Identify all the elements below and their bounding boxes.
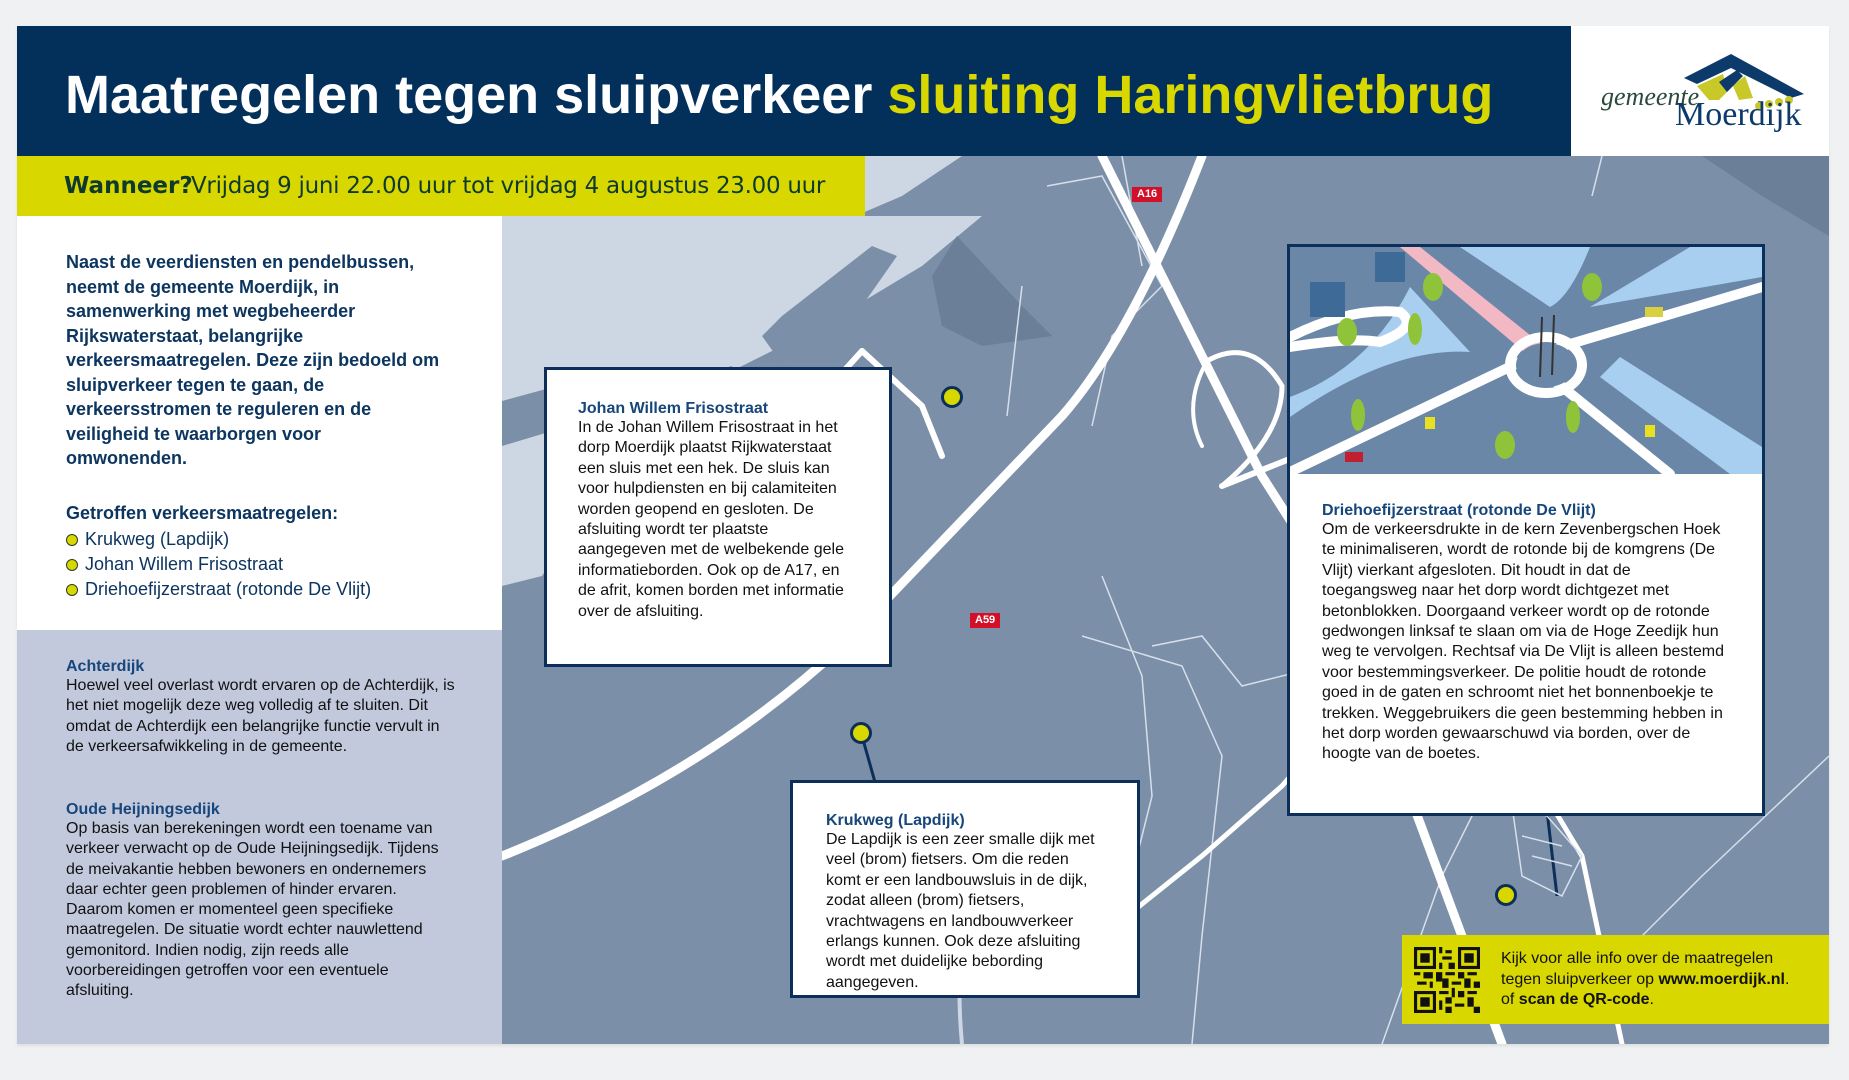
logo-moerdijk: Moerdijk [1675, 96, 1802, 133]
qr-code-icon[interactable] [1414, 947, 1480, 1013]
section-heading: Oude Heijningsedijk [66, 801, 220, 818]
date-label: Wanneer? [64, 173, 193, 199]
section-oude-heijningsedijk [66, 801, 456, 1002]
gemeente-moerdijk-logo [1571, 26, 1829, 156]
section-heading: Achterdijk [66, 658, 145, 675]
map-pin-krukweg[interactable] [850, 722, 872, 744]
title-highlight: sluiting Haringvlietbrug [887, 65, 1494, 125]
callout-johan-willem-frisostraat [544, 367, 892, 667]
callout-text: Om de verkeersdrukte in de kern Zevenbergschen Hoek te minimaliseren, wordt de rotonde bij de komgrens (De Vlijt) vierkant afgesloten. Dit houdt in dat de toegangsweg naar het dorp wordt dichtgezet met betonblokken. Doorgaand verkeer wordt op de rotonde gedwongen linksaf te slaan om via de Hoge Zeedijk hun weg te vervolgen. Rechtsaf via De Vlijt is alleen bestemd voor bestemmingsverkeer. De politie houdt de rotonde goed in de gaten en schroomt niet het bonnenboekje te trekken. Weggebruikers die geen bestemming hebben in het dorp worden gewaarschuwd via borden, over de hoogte van de boetes. [1322, 521, 1724, 763]
callout-krukweg [790, 780, 1140, 998]
callout-driehoefijzerstraat [1287, 474, 1765, 816]
callout-text: De Lapdijk is een zeer smalle dijk met veel (brom) fietsers. Om die reden komt er een landbouwsluis in de dijk, zodat alleen (brom) fietsers, vrachtwagens en landbouwverkeer erlangs kunnen. Ook deze afsluiting wordt met duidelijke bebording aangegeven. [826, 831, 1095, 991]
callout-heading: Driehoefijzerstraat (rotonde De Vlijt) [1322, 502, 1596, 519]
date-value: Vrijdag 9 juni 22.00 uur tot vrijdag 4 augustus 23.00 uur [191, 173, 826, 199]
intro-panel [17, 216, 502, 630]
section-achterdijk [66, 658, 456, 757]
scan-qr-cta: scan de QR-code [1518, 991, 1650, 1008]
info-sidebar [17, 630, 502, 1044]
map-pin-driehoefijzerstraat[interactable] [1495, 884, 1517, 906]
section-text: Op basis van berekeningen wordt een toename van verkeer verwacht op de Oude Heijningsedijk. Tijdens de meivakantie hebben bewoners en ondernemers daar echter geen problemen of hinder ervaren. Daarom komen er momenteel geen specifieke maatregelen. De situatie wordt echter nauwlettend gemonitord. Indien nodig, zijn reeds alle voorbereidingen getroffen voor een eventuele afsluiting. [66, 820, 439, 1000]
intro-text: Naast de veerdiensten en pendelbussen, neemt de gemeente Moerdijk, in samenwerking met wegbeheerder Rijkswaterstaat, belangrijke verkeersmaatregelen. Deze zijn bedoeld om sluipverkeer tegen te gaan, de verkeersstromen te reguleren en de veiligheid te waarborgen voor omwonenden. [66, 252, 440, 468]
qr-text: Kijk voor alle info over de maatregelen tegen sluipverkeer op www.moerdijk.nl. of scan de QR-code. [1501, 950, 1790, 1008]
roundabout-scene-icon [1290, 247, 1762, 474]
qr-info-banner [1402, 935, 1829, 1024]
website-link[interactable]: www.moerdijk.nl [1658, 970, 1785, 988]
title-main: Maatregelen tegen sluipverkeer [65, 65, 873, 125]
road-badge-a16: A16 [1132, 187, 1162, 202]
callout-heading: Johan Willem Frisostraat [578, 400, 769, 417]
measure-item: Driehoefijzerstraat (rotonde De Vlijt) [66, 577, 371, 602]
roundabout-illustration [1287, 244, 1765, 477]
logo-gemeente: gemeente [1601, 82, 1700, 111]
date-banner [17, 156, 865, 216]
callout-text: In de Johan Willem Frisostraat in het dorp Moerdijk plaatst Rijkwaterstaat een sluis met een hek. De sluis kan voor hulpdiensten en bij calamiteiten worden geopend en gesloten. De afsluiting wordt ter plaatste aangegeven met de welbekende gele informatieborden. Ook op de A17, en de afrit, komen borden met informatie over de afsluiting. [578, 419, 844, 620]
poster [17, 26, 1829, 1044]
measures-list [66, 527, 371, 602]
bullet-dot-icon [66, 559, 78, 571]
header-bar [17, 26, 1571, 156]
road-badge-a59: A59 [970, 613, 1000, 628]
map-pin-johan-willem-frisostraat[interactable] [941, 386, 963, 408]
measure-item: Krukweg (Lapdijk) [66, 527, 371, 552]
bullet-dot-icon [66, 584, 78, 596]
bullet-dot-icon [66, 534, 78, 546]
callout-heading: Krukweg (Lapdijk) [826, 812, 965, 829]
measures-title: Getroffen verkeersmaatregelen: [66, 503, 339, 523]
measure-item: Johan Willem Frisostraat [66, 552, 371, 577]
section-text: Hoewel veel overlast wordt ervaren op de Achterdijk, is het niet mogelijk deze weg volledig af te sluiten. Dit omdat de Achterdijk een belangrijke functie vervult in de verkeersafwikkeling in de gemeente. [66, 677, 455, 755]
page-title [65, 64, 1493, 126]
